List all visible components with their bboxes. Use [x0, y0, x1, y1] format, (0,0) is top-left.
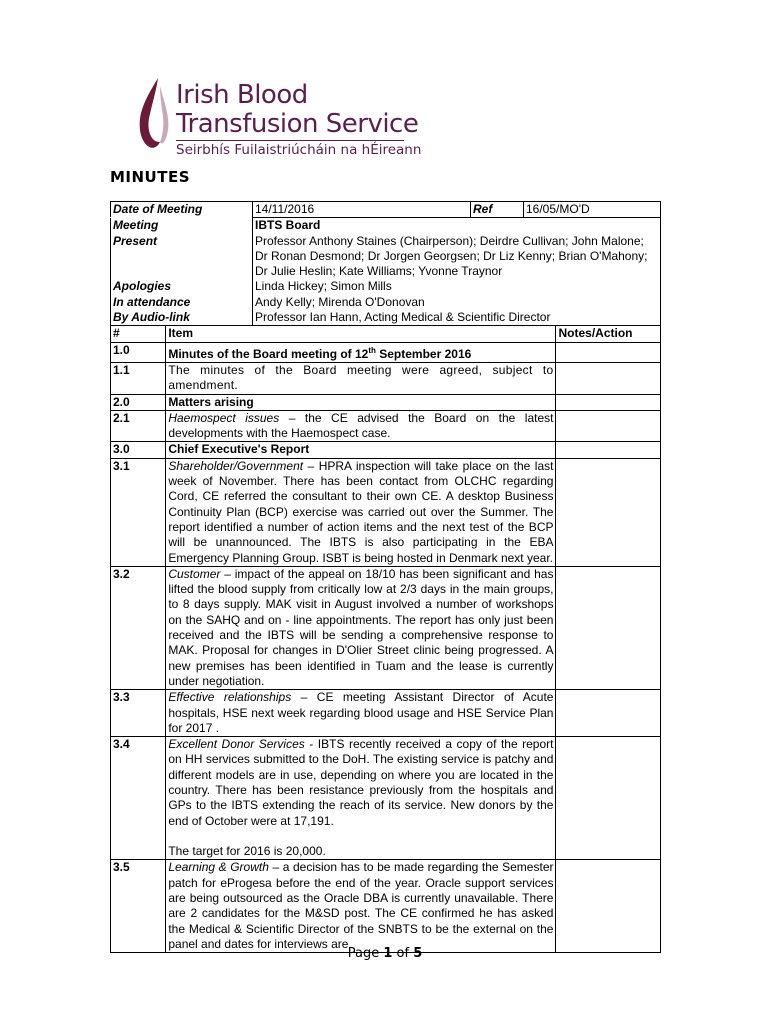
page-footer: [0, 946, 770, 961]
row-notes: [556, 566, 661, 689]
row-notes: [556, 442, 661, 458]
row-lead: Excellent Donor Services: [168, 737, 305, 752]
table-row: [111, 410, 661, 442]
row-notes: [556, 410, 661, 442]
row-notes: [556, 690, 661, 737]
row-text: [166, 458, 556, 566]
row-num: 1.0: [111, 342, 166, 362]
row-title: [166, 342, 556, 362]
row-num: 3.3: [111, 690, 166, 737]
present-label: Present: [111, 234, 253, 280]
table-row: [111, 690, 661, 737]
row-num: 3.2: [111, 566, 166, 689]
table-row: [111, 566, 661, 689]
apologies-value: Linda Hickey; Simon Mills: [253, 279, 661, 294]
row-text: [166, 860, 556, 953]
row-lead: Haemospect issues: [168, 410, 280, 425]
logo-line-2: Transfusion Service: [176, 109, 419, 139]
row-text: [166, 410, 556, 442]
of-word: of: [396, 946, 410, 961]
agenda-table: [110, 326, 661, 953]
present-value: Professor Anthony Staines (Chairperson); Deirdre Cullivan; John Malone; Dr Ronan Desmond; Dr Jorgen Georgsen; Dr Liz Kenny; Brian O'Mahony; Dr Julie Heslin; Kate Williams; Yvonne Traynor: [253, 234, 661, 280]
attendance-table: [110, 217, 661, 326]
logo-divider: [176, 140, 404, 141]
meta-row-apologies: [111, 279, 661, 294]
row-title-sup: th: [368, 345, 376, 355]
attendance-label: In attendance: [111, 295, 253, 310]
row-notes: [556, 458, 661, 566]
row-text: [166, 737, 556, 860]
row-title-b: September 2016: [375, 346, 472, 361]
row-num: 1.1: [111, 362, 166, 394]
row-notes: [556, 394, 661, 410]
row-lead: Shareholder/Government: [168, 458, 304, 473]
row-notes: [556, 342, 661, 362]
logo-line-3: Seirbhís Fuilaistriúcháin na hÉireann: [176, 142, 422, 158]
row-num: 2.0: [111, 394, 166, 410]
row-notes: [556, 362, 661, 394]
meeting-label: Meeting: [111, 218, 253, 234]
row-title: Matters arising: [166, 394, 556, 410]
page-total: 5: [413, 946, 423, 961]
row-lead: Effective relationships: [168, 690, 292, 705]
row-notes: [556, 860, 661, 953]
col-header-item: Item: [166, 326, 556, 342]
meta-row-present: [111, 234, 661, 280]
row-body: – the CE advised the Board on the latest developments with the Haemospect case.: [168, 410, 554, 441]
attendance-value: Andy Kelly; Mirenda O'Donovan: [253, 295, 661, 310]
row-title-a: Minutes of the Board meeting of 12: [168, 346, 369, 361]
row-body: – CE meeting Assistant Director of Acute hospitals, HSE next week regarding blood usage and HSE Service Plan for 2017 .: [168, 690, 554, 735]
row-lead: Customer: [168, 566, 221, 581]
row-lead: Learning & Growth: [168, 860, 269, 875]
ref-value: 16/05/MO'D: [524, 202, 661, 218]
ibts-logo: [136, 76, 426, 160]
row-num: 3.4: [111, 737, 166, 860]
col-header-num: #: [111, 326, 166, 342]
meta-row-meeting: [111, 218, 661, 234]
apologies-label: Apologies: [111, 279, 253, 294]
table-row: [111, 394, 661, 410]
page-number: 1: [383, 946, 393, 961]
row-body: – HPRA inspection will take place on the last week of November. There has been contact from OLCHC regarding Cord, CE referred the consultant to their own CE. A desktop Business Continuity Plan (BCP) exercise was carried out over the Summer. The report identified a number of action items and the next test of the BCP will be unannounced. The IBTS is also participating in the EBA Emergency Planning Group. ISBT is being hosted in Denmark next year.: [168, 458, 554, 565]
table-row: [111, 362, 661, 394]
row-num: 3.1: [111, 458, 166, 566]
row-text: [166, 690, 556, 737]
row-body: – impact of the appeal on 18/10 has been significant and has lifted the blood supply from critically low at 2/3 days in the main groups, to 8 days supply. MAK visit in August involved a number of workshops on the SAHQ and on - line appointments. The report has only just been received and the IBTS will be sending a comprehensive response to MAK. Proposal for changes in D'Olier Street clinic being progressed. A new premises has been identified in Tuam and the lease is currently under negotiation.: [168, 566, 554, 688]
ref-label: Ref: [471, 202, 524, 218]
blood-drop-logo-icon: [136, 76, 172, 160]
row-num: 2.1: [111, 410, 166, 442]
table-row: [111, 860, 661, 953]
row-notes: [556, 737, 661, 860]
row-body-2: The target for 2016 is 20,000.: [168, 844, 326, 859]
row-text: The minutes of the Board meeting were agreed, subject to amendment.: [166, 362, 556, 394]
logo-line-1: Irish Blood: [176, 80, 308, 110]
page-word: Page: [347, 946, 380, 961]
audio-value: Professor Ian Hann, Acting Medical & Scientific Director: [253, 310, 661, 326]
row-num: 3.0: [111, 442, 166, 458]
col-header-notes: Notes/Action: [556, 326, 661, 342]
row-text: [166, 566, 556, 689]
meta-table: [110, 201, 661, 217]
table-row: [111, 442, 661, 458]
table-row: [111, 342, 661, 362]
meta-row-audio: [111, 310, 661, 326]
audio-label: By Audio-link: [111, 310, 253, 326]
row-body: - IBTS recently received a copy of the report on HH services submitted to the DoH. The existing service is patchy and different models are in use, depending on where you are located in the country. There has been resistance previously from the hospitals and GPs to the IBTS extending the reach of its service. New donors by the end of October were at 17,191.: [168, 737, 554, 828]
row-num: 3.5: [111, 860, 166, 953]
page-title: MINUTES: [110, 168, 191, 186]
meta-row-attendance: [111, 295, 661, 310]
date-value: 14/11/2016: [253, 202, 471, 218]
table-row: [111, 737, 661, 860]
minutes-document: [110, 201, 660, 953]
row-title: Chief Executive's Report: [166, 442, 556, 458]
table-header-row: [111, 326, 661, 342]
meeting-value: IBTS Board: [253, 218, 661, 234]
date-label: Date of Meeting: [111, 202, 253, 218]
table-row: [111, 458, 661, 566]
row-body: – a decision has to be made regarding the Semester patch for eProgesa before the end of the year. Oracle support services are being outsourced as the Oracle DBA is currently unavailable. There are 2 candidates for the M&SD post. The CE confirmed he has asked the Medical & Scientific Director of the SNBTS to be the external on the panel and dates for interviews are: [168, 860, 554, 951]
meta-row-date: [111, 202, 661, 218]
